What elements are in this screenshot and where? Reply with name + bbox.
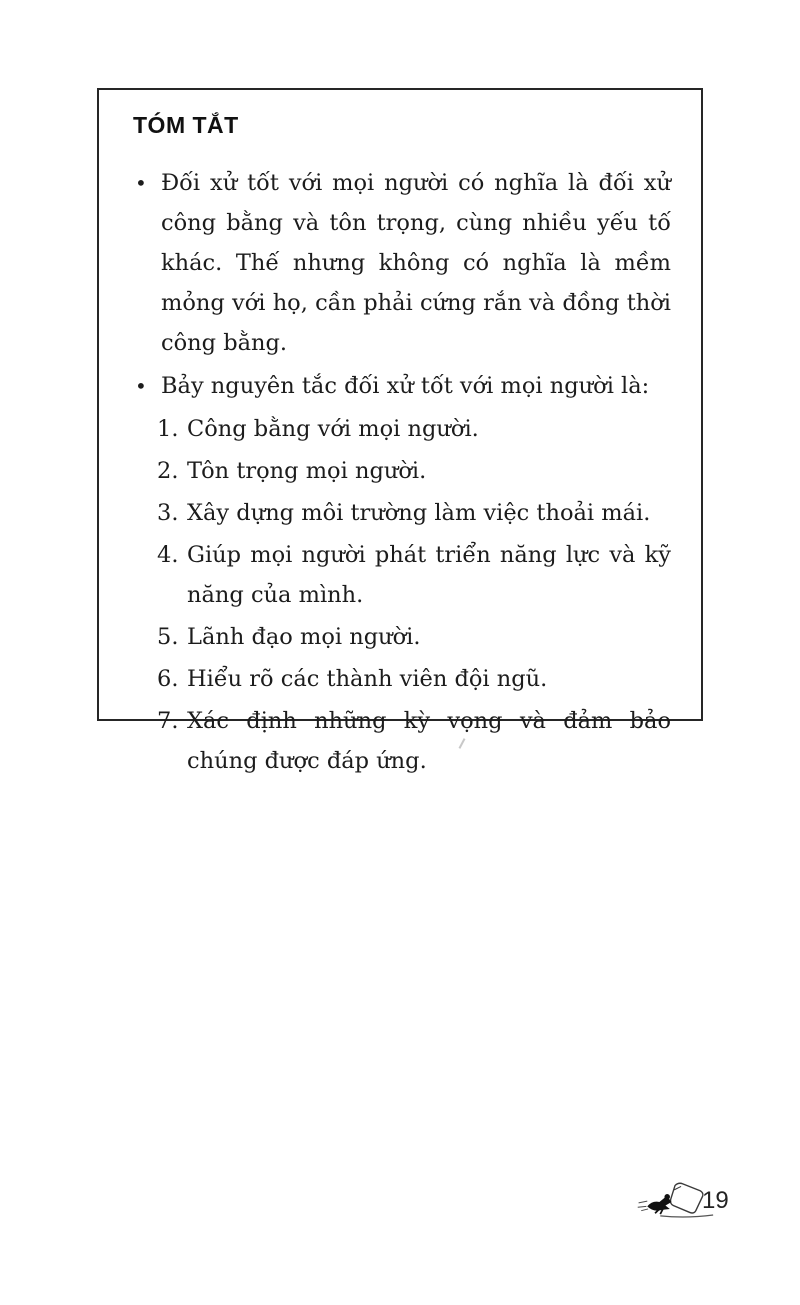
page-number: 19 bbox=[702, 1187, 729, 1214]
item-number: 1. bbox=[157, 416, 179, 442]
numbered-item bbox=[157, 409, 671, 449]
bullet-text: Bảy nguyên tắc đối xử tốt với mọi người là: bbox=[161, 373, 650, 399]
summary-box bbox=[97, 88, 703, 774]
bullet-marker: • bbox=[135, 171, 147, 195]
item-number: 6. bbox=[157, 666, 179, 692]
numbered-item bbox=[157, 493, 671, 533]
item-number: 5. bbox=[157, 624, 179, 650]
numbered-item bbox=[157, 701, 671, 781]
item-text: Công bằng với mọi người. bbox=[187, 416, 479, 442]
numbered-item bbox=[157, 451, 671, 491]
numbered-item bbox=[157, 535, 671, 615]
item-text: Xác định những kỳ vọng và đảm bảo chúng được đáp ứng. bbox=[187, 708, 671, 774]
item-number: 2. bbox=[157, 458, 179, 484]
item-text: Giúp mọi người phát triển năng lực và kỹ năng của mình. bbox=[187, 542, 671, 608]
bullet-item bbox=[131, 366, 671, 406]
item-text: Lãnh đạo mọi người. bbox=[187, 624, 421, 650]
numbered-list bbox=[157, 409, 671, 781]
numbered-item bbox=[157, 617, 671, 657]
bullet-item bbox=[131, 163, 671, 363]
summary-title: TÓM TẮT bbox=[133, 112, 239, 138]
bullet-marker: • bbox=[135, 374, 147, 398]
item-text: Tôn trọng mọi người. bbox=[187, 458, 427, 484]
item-text: Hiểu rõ các thành viên đội ngũ. bbox=[187, 666, 548, 692]
page-footer bbox=[636, 1178, 729, 1220]
item-number: 4. bbox=[157, 542, 179, 568]
numbered-item bbox=[157, 659, 671, 699]
item-number: 3. bbox=[157, 500, 179, 526]
item-text: Xây dựng môi trường làm việc thoải mái. bbox=[187, 500, 651, 526]
item-number: 7. bbox=[157, 708, 179, 734]
bullet-text: Đối xử tốt với mọi người có nghĩa là đối xử công bằng và tôn trọng, cùng nhiều yếu tố khác. Thế nhưng không có nghĩa là mềm mỏng với họ, cần phải cứng rắn và đồng thời công bằng. bbox=[161, 170, 671, 356]
